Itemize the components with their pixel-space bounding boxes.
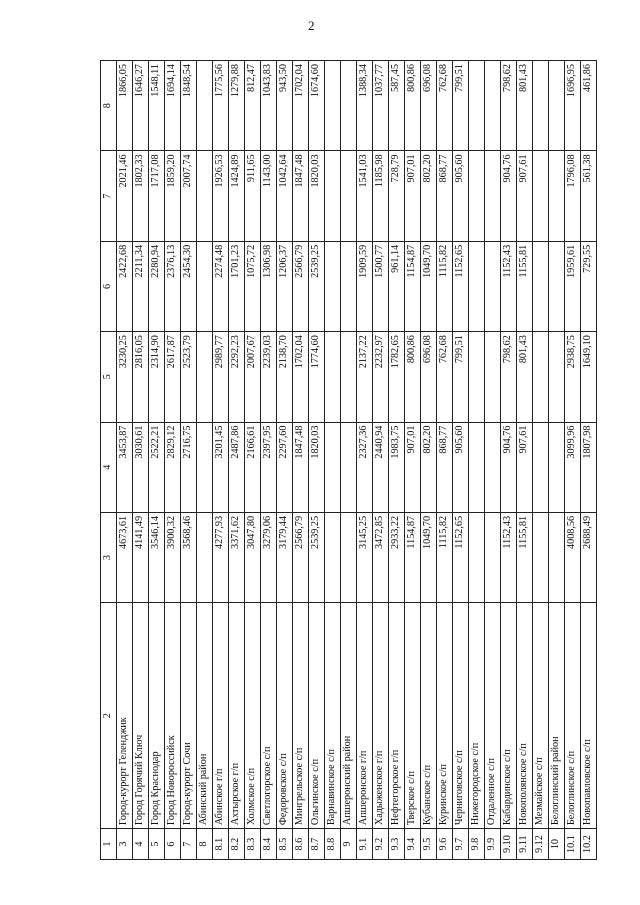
row-name-cell: Город Новороссийск: [165, 603, 181, 829]
row-value-cell: 1042,64: [277, 151, 293, 241]
row-value-cell: [549, 241, 565, 331]
row-value-cell: 2566,79: [293, 241, 309, 331]
row-value-cell: [197, 422, 213, 512]
row-value-cell: [197, 241, 213, 331]
row-value-cell: 1306,98: [261, 241, 277, 331]
row-code-cell: 9.11: [517, 829, 533, 860]
row-code-cell: 9.3: [389, 829, 405, 860]
row-value-cell: 1037,77: [373, 61, 389, 151]
table-row: [293, 61, 309, 860]
row-value-cell: [341, 241, 357, 331]
row-value-cell: 1388,34: [357, 61, 373, 151]
row-value-cell: 1796,08: [565, 151, 581, 241]
row-value-cell: 907,61: [517, 151, 533, 241]
table-row: [229, 61, 245, 860]
row-value-cell: 2280,94: [149, 241, 165, 331]
row-code-cell: 8.5: [277, 829, 293, 860]
row-value-cell: 2274,48: [213, 241, 229, 331]
row-value-cell: [549, 332, 565, 422]
row-code-cell: 8.1: [213, 829, 229, 860]
row-value-cell: 1649,10: [581, 332, 597, 422]
row-code-cell: 8.6: [293, 829, 309, 860]
row-value-cell: 1043,83: [261, 61, 277, 151]
table-row: [117, 61, 133, 860]
row-value-cell: 2239,03: [261, 332, 277, 422]
table-row: [341, 61, 357, 860]
row-name-cell: Нижегородское с/п: [469, 603, 485, 829]
row-code-cell: 6: [165, 829, 181, 860]
row-value-cell: 799,51: [453, 332, 469, 422]
row-code-cell: 8.8: [325, 829, 341, 860]
rotated-table-inner: [100, 60, 594, 860]
row-name-cell: Хадыженское г/п: [373, 603, 389, 829]
row-value-cell: [469, 332, 485, 422]
row-value-cell: 1802,33: [133, 151, 149, 241]
row-code-cell: 9.8: [469, 829, 485, 860]
row-code-cell: 9.4: [405, 829, 421, 860]
row-value-cell: 1820,03: [309, 151, 325, 241]
row-value-cell: 1866,05: [117, 61, 133, 151]
row-value-cell: [533, 422, 549, 512]
row-name-cell: Апшеронское г/п: [357, 603, 373, 829]
row-value-cell: 2816,05: [133, 332, 149, 422]
row-value-cell: 1847,48: [293, 151, 309, 241]
row-value-cell: 799,51: [453, 61, 469, 151]
row-code-cell: 9.7: [453, 829, 469, 860]
row-value-cell: 1154,87: [405, 241, 421, 331]
table-row: [357, 61, 373, 860]
row-value-cell: 2933,22: [389, 512, 405, 602]
row-value-cell: [197, 61, 213, 151]
row-value-cell: 943,50: [277, 61, 293, 151]
row-value-cell: [469, 151, 485, 241]
row-code-cell: 9.1: [357, 829, 373, 860]
row-code-cell: 10.2: [581, 829, 597, 860]
row-name-cell: Абинское г/п: [213, 603, 229, 829]
row-value-cell: 961,14: [389, 241, 405, 331]
row-value-cell: 2007,74: [181, 151, 197, 241]
row-value-cell: [197, 151, 213, 241]
row-value-cell: [341, 512, 357, 602]
row-value-cell: 1049,70: [421, 512, 437, 602]
row-value-cell: 3201,45: [213, 422, 229, 512]
row-code-cell: 9.5: [421, 829, 437, 860]
row-value-cell: 2523,79: [181, 332, 197, 422]
row-value-cell: 801,43: [517, 332, 533, 422]
row-value-cell: [325, 422, 341, 512]
row-value-cell: [485, 422, 501, 512]
row-value-cell: 3179,44: [277, 512, 293, 602]
row-value-cell: 2397,95: [261, 422, 277, 512]
row-value-cell: 3568,46: [181, 512, 197, 602]
table-header-cell: 7: [101, 151, 117, 241]
table-header-cell: 3: [101, 512, 117, 602]
row-value-cell: 2211,34: [133, 241, 149, 331]
row-value-cell: 2487,86: [229, 422, 245, 512]
row-name-cell: Кабардинское с/п: [501, 603, 517, 829]
table-row: [133, 61, 149, 860]
row-value-cell: [533, 241, 549, 331]
row-value-cell: 587,45: [389, 61, 405, 151]
row-value-cell: 802,20: [421, 151, 437, 241]
row-name-cell: Белоглинский район: [549, 603, 565, 829]
row-value-cell: 1152,43: [501, 241, 517, 331]
row-value-cell: 1694,14: [165, 61, 181, 151]
row-name-cell: Холмское с/п: [245, 603, 261, 829]
row-value-cell: [325, 512, 341, 602]
row-name-cell: Новополянское с/п: [517, 603, 533, 829]
row-value-cell: 1279,88: [229, 61, 245, 151]
row-value-cell: [341, 332, 357, 422]
row-value-cell: 800,86: [405, 61, 421, 151]
row-value-cell: 3030,61: [133, 422, 149, 512]
row-name-cell: Город-курорт Геленджик: [117, 603, 133, 829]
row-name-cell: Город Горячий Ключ: [133, 603, 149, 829]
row-value-cell: 4141,49: [133, 512, 149, 602]
row-name-cell: Мезмайское с/п: [533, 603, 549, 829]
row-value-cell: 2440,94: [373, 422, 389, 512]
row-value-cell: 2989,77: [213, 332, 229, 422]
row-value-cell: 1848,54: [181, 61, 197, 151]
row-value-cell: 2137,22: [357, 332, 373, 422]
table-header-cell: 6: [101, 241, 117, 331]
table-row: [501, 61, 517, 860]
row-value-cell: 1909,59: [357, 241, 373, 331]
row-value-cell: 1696,95: [565, 61, 581, 151]
row-value-cell: 2716,75: [181, 422, 197, 512]
row-value-cell: 907,01: [405, 422, 421, 512]
row-code-cell: 10: [549, 829, 565, 860]
row-name-cell: Мингрельское с/п: [293, 603, 309, 829]
row-value-cell: 1774,60: [309, 332, 325, 422]
row-value-cell: [469, 241, 485, 331]
row-value-cell: 1143,00: [261, 151, 277, 241]
row-value-cell: 1702,04: [293, 61, 309, 151]
row-value-cell: [197, 332, 213, 422]
row-value-cell: 868,77: [437, 151, 453, 241]
row-name-cell: Новопавловское с/п: [581, 603, 597, 829]
row-value-cell: [341, 151, 357, 241]
table-row: [373, 61, 389, 860]
row-value-cell: 798,62: [501, 61, 517, 151]
row-name-cell: Нефтегорское г/п: [389, 603, 405, 829]
table-row: [533, 61, 549, 860]
table-row: [405, 61, 421, 860]
row-value-cell: 729,55: [581, 241, 597, 331]
row-code-cell: 4: [133, 829, 149, 860]
row-value-cell: 3279,06: [261, 512, 277, 602]
row-value-cell: 904,76: [501, 422, 517, 512]
row-value-cell: 800,86: [405, 332, 421, 422]
row-name-cell: Черниговское с/п: [453, 603, 469, 829]
row-value-cell: 2297,60: [277, 422, 293, 512]
row-value-cell: 2007,67: [245, 332, 261, 422]
row-value-cell: 802,20: [421, 422, 437, 512]
row-value-cell: 2376,13: [165, 241, 181, 331]
row-value-cell: 4008,56: [565, 512, 581, 602]
row-value-cell: 907,61: [517, 422, 533, 512]
row-value-cell: 1152,43: [501, 512, 517, 602]
row-value-cell: 1959,61: [565, 241, 581, 331]
table-row: [517, 61, 533, 860]
row-value-cell: 2829,12: [165, 422, 181, 512]
row-code-cell: 9.6: [437, 829, 453, 860]
row-value-cell: 812,47: [245, 61, 261, 151]
row-value-cell: [341, 61, 357, 151]
row-value-cell: 762,68: [437, 61, 453, 151]
row-value-cell: [485, 151, 501, 241]
row-value-cell: [485, 241, 501, 331]
row-value-cell: 2454,30: [181, 241, 197, 331]
row-value-cell: 868,77: [437, 422, 453, 512]
row-value-cell: 2688,49: [581, 512, 597, 602]
row-value-cell: [549, 512, 565, 602]
row-code-cell: 7: [181, 829, 197, 860]
row-code-cell: 5: [149, 829, 165, 860]
row-value-cell: 4277,93: [213, 512, 229, 602]
table-row: [309, 61, 325, 860]
row-value-cell: [533, 151, 549, 241]
row-value-cell: 2617,87: [165, 332, 181, 422]
row-name-cell: Город-курорт Сочи: [181, 603, 197, 829]
table-body: [101, 61, 597, 860]
row-value-cell: 1541,03: [357, 151, 373, 241]
tariff-table: [100, 60, 597, 860]
row-value-cell: 1075,72: [245, 241, 261, 331]
row-value-cell: [549, 151, 565, 241]
row-value-cell: [533, 512, 549, 602]
row-value-cell: [533, 61, 549, 151]
row-value-cell: 1926,53: [213, 151, 229, 241]
table-row: [581, 61, 597, 860]
row-value-cell: 2938,75: [565, 332, 581, 422]
row-value-cell: 1152,65: [453, 241, 469, 331]
row-value-cell: 461,86: [581, 61, 597, 151]
table-header-row: [101, 61, 117, 860]
row-value-cell: [485, 512, 501, 602]
row-value-cell: 2539,25: [309, 512, 325, 602]
row-value-cell: 2166,61: [245, 422, 261, 512]
row-value-cell: 1782,65: [389, 332, 405, 422]
row-value-cell: [469, 512, 485, 602]
row-name-cell: Абинский район: [197, 603, 213, 829]
row-name-cell: Город Краснодар: [149, 603, 165, 829]
table-header-cell: 8: [101, 61, 117, 151]
row-name-cell: Кубанское с/п: [421, 603, 437, 829]
row-name-cell: Ольгинское с/п: [309, 603, 325, 829]
row-value-cell: 2522,21: [149, 422, 165, 512]
row-value-cell: 1049,70: [421, 241, 437, 331]
table-header-cell: 1: [101, 829, 117, 860]
row-value-cell: 1859,20: [165, 151, 181, 241]
table-header-cell: 2: [101, 603, 117, 829]
row-value-cell: 2292,23: [229, 332, 245, 422]
row-code-cell: 9.12: [533, 829, 549, 860]
table-row: [421, 61, 437, 860]
row-value-cell: 3472,85: [373, 512, 389, 602]
row-value-cell: [341, 422, 357, 512]
row-value-cell: 3371,62: [229, 512, 245, 602]
row-value-cell: 1646,27: [133, 61, 149, 151]
row-code-cell: 8: [197, 829, 213, 860]
row-name-cell: Отдаленное с/п: [485, 603, 501, 829]
table-header-cell: 5: [101, 332, 117, 422]
row-value-cell: 1820,03: [309, 422, 325, 512]
row-value-cell: 1807,98: [581, 422, 597, 512]
row-name-cell: Куринское с/п: [437, 603, 453, 829]
row-value-cell: 801,43: [517, 61, 533, 151]
row-value-cell: 1206,37: [277, 241, 293, 331]
row-value-cell: 3453,87: [117, 422, 133, 512]
row-name-cell: Федоровское с/п: [277, 603, 293, 829]
row-value-cell: 1155,81: [517, 512, 533, 602]
row-value-cell: 1548,11: [149, 61, 165, 151]
row-code-cell: 3: [117, 829, 133, 860]
row-value-cell: 2021,46: [117, 151, 133, 241]
row-value-cell: 3546,14: [149, 512, 165, 602]
row-name-cell: Тверское с/п: [405, 603, 421, 829]
row-value-cell: 1115,82: [437, 241, 453, 331]
row-value-cell: [549, 422, 565, 512]
row-value-cell: 1701,23: [229, 241, 245, 331]
row-value-cell: 2314,90: [149, 332, 165, 422]
row-value-cell: [469, 61, 485, 151]
row-value-cell: 1847,48: [293, 422, 309, 512]
table-row: [453, 61, 469, 860]
row-name-cell: Апшеронский район: [341, 603, 357, 829]
row-code-cell: 9.10: [501, 829, 517, 860]
row-value-cell: 3900,32: [165, 512, 181, 602]
row-value-cell: 1155,81: [517, 241, 533, 331]
row-value-cell: 1983,75: [389, 422, 405, 512]
table-row: [245, 61, 261, 860]
table-row: [469, 61, 485, 860]
row-value-cell: [325, 241, 341, 331]
row-value-cell: 1154,87: [405, 512, 421, 602]
row-value-cell: [533, 332, 549, 422]
row-code-cell: 9.9: [485, 829, 501, 860]
table-row: [149, 61, 165, 860]
row-code-cell: 8.7: [309, 829, 325, 860]
row-value-cell: 1424,89: [229, 151, 245, 241]
row-code-cell: 10.1: [565, 829, 581, 860]
row-code-cell: 9: [341, 829, 357, 860]
row-value-cell: 3047,80: [245, 512, 261, 602]
table-row: [277, 61, 293, 860]
row-value-cell: 696,08: [421, 61, 437, 151]
row-value-cell: 2539,25: [309, 241, 325, 331]
table-row: [197, 61, 213, 860]
table-row: [261, 61, 277, 860]
row-value-cell: 2566,79: [293, 512, 309, 602]
row-value-cell: 3145,25: [357, 512, 373, 602]
row-value-cell: [325, 332, 341, 422]
table-row: [389, 61, 405, 860]
row-code-cell: 9.2: [373, 829, 389, 860]
table-row: [549, 61, 565, 860]
rotated-table-area: [100, 60, 594, 860]
row-name-cell: Белоглинское с/п: [565, 603, 581, 829]
row-value-cell: 1152,65: [453, 512, 469, 602]
row-value-cell: 3230,25: [117, 332, 133, 422]
row-value-cell: 1185,98: [373, 151, 389, 241]
row-value-cell: 1702,04: [293, 332, 309, 422]
table-row: [165, 61, 181, 860]
row-value-cell: [325, 61, 341, 151]
table-row: [325, 61, 341, 860]
row-value-cell: [325, 151, 341, 241]
row-value-cell: 904,76: [501, 151, 517, 241]
table-header-cell: 4: [101, 422, 117, 512]
row-value-cell: 911,65: [245, 151, 261, 241]
row-name-cell: Светлогорское с/п: [261, 603, 277, 829]
table-row: [565, 61, 581, 860]
table-row: [213, 61, 229, 860]
row-value-cell: 4673,61: [117, 512, 133, 602]
table-row: [485, 61, 501, 860]
row-value-cell: 3099,96: [565, 422, 581, 512]
row-value-cell: 1115,82: [437, 512, 453, 602]
row-value-cell: 905,60: [453, 422, 469, 512]
row-code-cell: 8.3: [245, 829, 261, 860]
row-value-cell: 2327,36: [357, 422, 373, 512]
row-value-cell: 2232,97: [373, 332, 389, 422]
row-value-cell: 1500,77: [373, 241, 389, 331]
row-value-cell: 1775,56: [213, 61, 229, 151]
row-value-cell: 2138,70: [277, 332, 293, 422]
row-value-cell: 907,01: [405, 151, 421, 241]
row-value-cell: [549, 61, 565, 151]
row-value-cell: [197, 512, 213, 602]
row-value-cell: 561,38: [581, 151, 597, 241]
row-value-cell: 762,68: [437, 332, 453, 422]
row-code-cell: 8.2: [229, 829, 245, 860]
row-value-cell: 2422,68: [117, 241, 133, 331]
row-name-cell: Ахтырское г/п: [229, 603, 245, 829]
row-name-cell: Варнавинское с/п: [325, 603, 341, 829]
row-value-cell: 1674,60: [309, 61, 325, 151]
table-row: [437, 61, 453, 860]
row-value-cell: 905,60: [453, 151, 469, 241]
row-value-cell: 696,08: [421, 332, 437, 422]
row-value-cell: 1717,08: [149, 151, 165, 241]
row-value-cell: [485, 332, 501, 422]
row-value-cell: 728,79: [389, 151, 405, 241]
row-value-cell: 798,62: [501, 332, 517, 422]
page-number: 2: [308, 18, 315, 33]
row-code-cell: 8.4: [261, 829, 277, 860]
row-value-cell: [469, 422, 485, 512]
row-value-cell: [485, 61, 501, 151]
table-row: [181, 61, 197, 860]
